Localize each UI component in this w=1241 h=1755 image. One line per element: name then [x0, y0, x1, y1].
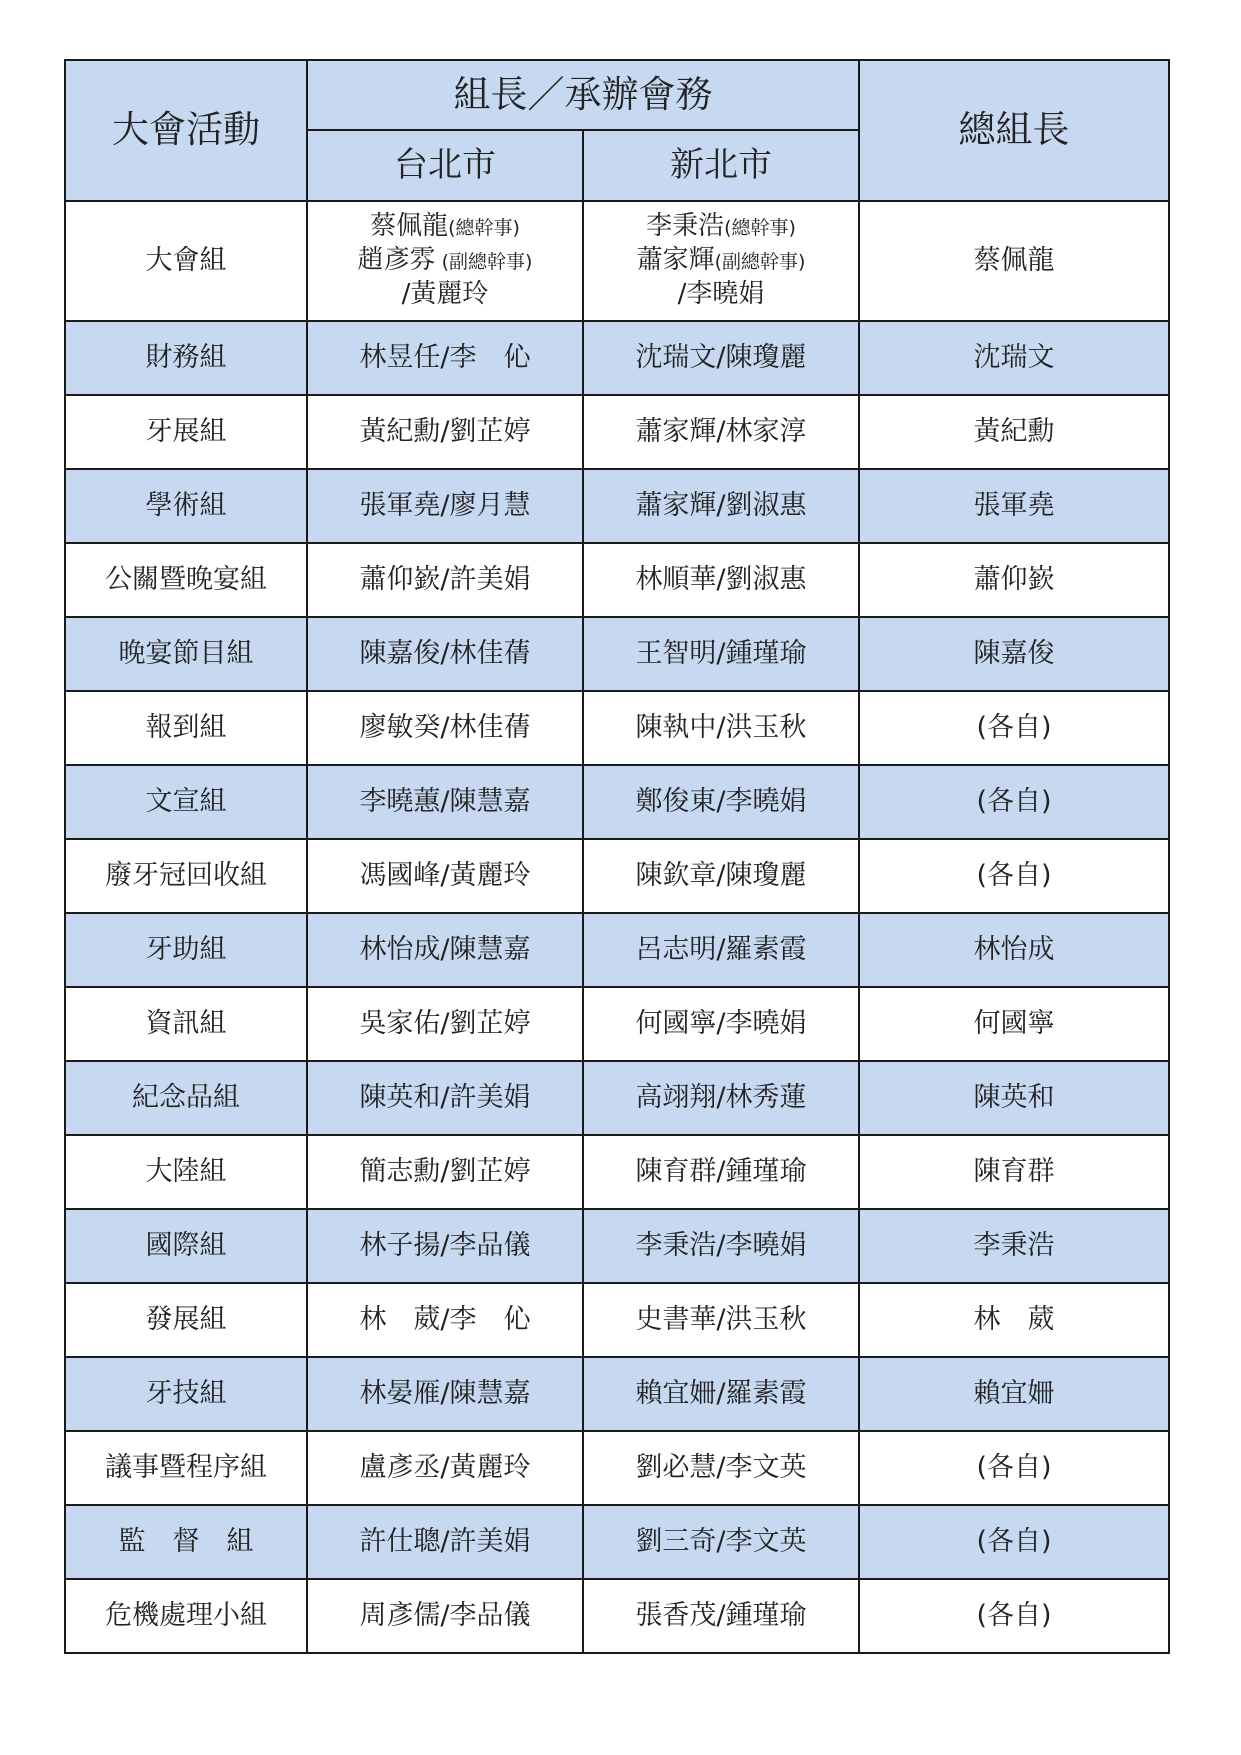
group-cell: 晚宴節目組	[65, 617, 307, 691]
newtaipei-line-3: /李曉娟	[677, 278, 765, 309]
chief-cell: (各自)	[859, 1505, 1169, 1579]
header-newtaipei: 新北市	[583, 130, 859, 201]
taipei-cell: 蕭仰嶔/許美娟	[307, 543, 583, 617]
group-cell: 大陸組	[65, 1135, 307, 1209]
committee-table	[64, 59, 1170, 1654]
table-row	[65, 1135, 1169, 1209]
group-cell: 監 督 組	[65, 1505, 307, 1579]
table-row	[65, 1579, 1169, 1653]
newtaipei-cell: 林順華/劉淑惠	[583, 543, 859, 617]
person-name: 趙彥雰	[357, 245, 436, 276]
table-row	[65, 913, 1169, 987]
chief-cell: 林怡成	[859, 913, 1169, 987]
header-leaders: 組長／承辦會務	[307, 60, 859, 130]
header-chief: 總組長	[859, 60, 1169, 201]
newtaipei-cell: 陳育群/鍾瑾瑜	[583, 1135, 859, 1209]
taipei-cell: 李曉蕙/陳慧嘉	[307, 765, 583, 839]
newtaipei-cell: 蕭家輝/林家淳	[583, 395, 859, 469]
newtaipei-cell: 李秉浩/李曉娟	[583, 1209, 859, 1283]
chief-cell: 沈瑞文	[859, 321, 1169, 395]
table-row	[65, 469, 1169, 543]
taipei-cell: 林晏雁/陳慧嘉	[307, 1357, 583, 1431]
taipei-cell: 陳嘉俊/林佳蒨	[307, 617, 583, 691]
table-row	[65, 691, 1169, 765]
taipei-cell: 林昱任/李 伈	[307, 321, 583, 395]
newtaipei-cell: 高翊翔/林秀蓮	[583, 1061, 859, 1135]
table-header	[65, 60, 1169, 201]
taipei-line-3: /黃麗玲	[401, 278, 489, 309]
newtaipei-cell	[583, 201, 859, 321]
taipei-cell: 張軍堯/廖月慧	[307, 469, 583, 543]
chief-cell: 陳嘉俊	[859, 617, 1169, 691]
table-row	[65, 1283, 1169, 1357]
taipei-cell: 盧彥丞/黃麗玲	[307, 1431, 583, 1505]
taipei-cell	[307, 201, 583, 321]
chief-cell: 蔡佩龍	[859, 201, 1169, 321]
person-name: 蔡佩龍	[370, 211, 449, 242]
table-row	[65, 201, 1169, 321]
table-row	[65, 1505, 1169, 1579]
header-row-top	[65, 60, 1169, 130]
taipei-cell: 吳家佑/劉芷婷	[307, 987, 583, 1061]
group-cell: 牙展組	[65, 395, 307, 469]
table-row	[65, 1357, 1169, 1431]
taipei-line-2	[308, 244, 582, 278]
chief-cell: 蕭仰嶔	[859, 543, 1169, 617]
table-row	[65, 617, 1169, 691]
taipei-cell: 馮國峰/黃麗玲	[307, 839, 583, 913]
table-row	[65, 1431, 1169, 1505]
group-cell: 文宣組	[65, 765, 307, 839]
role-note: (總幹事)	[448, 217, 520, 240]
newtaipei-cell: 劉三奇/李文英	[583, 1505, 859, 1579]
newtaipei-cell: 沈瑞文/陳瓊麗	[583, 321, 859, 395]
table-body	[65, 201, 1169, 1653]
newtaipei-line-2	[584, 244, 858, 278]
chief-cell: 陳育群	[859, 1135, 1169, 1209]
group-cell: 議事暨程序組	[65, 1431, 307, 1505]
taipei-cell: 林子揚/李品儀	[307, 1209, 583, 1283]
newtaipei-cell: 陳執中/洪玉秋	[583, 691, 859, 765]
chief-cell: 賴宜姍	[859, 1357, 1169, 1431]
group-cell: 學術組	[65, 469, 307, 543]
taipei-cell: 周彥儒/李品儀	[307, 1579, 583, 1653]
chief-cell: 林 葳	[859, 1283, 1169, 1357]
group-cell: 紀念品組	[65, 1061, 307, 1135]
chief-cell: (各自)	[859, 1579, 1169, 1653]
chief-cell: (各自)	[859, 691, 1169, 765]
group-cell: 牙助組	[65, 913, 307, 987]
table-row	[65, 321, 1169, 395]
header-activity: 大會活動	[65, 60, 307, 201]
newtaipei-cell: 賴宜姍/羅素霞	[583, 1357, 859, 1431]
taipei-cell: 廖敏癸/林佳蒨	[307, 691, 583, 765]
newtaipei-cell: 史書華/洪玉秋	[583, 1283, 859, 1357]
chief-cell: 陳英和	[859, 1061, 1169, 1135]
header-taipei: 台北市	[307, 130, 583, 201]
newtaipei-cell: 鄭俊東/李曉娟	[583, 765, 859, 839]
chief-cell: 何國寧	[859, 987, 1169, 1061]
table-row	[65, 1061, 1169, 1135]
table-row	[65, 1209, 1169, 1283]
newtaipei-line-1	[584, 210, 858, 244]
taipei-cell: 林怡成/陳慧嘉	[307, 913, 583, 987]
role-note: (總幹事)	[724, 217, 796, 240]
chief-cell: (各自)	[859, 839, 1169, 913]
taipei-cell: 陳英和/許美娟	[307, 1061, 583, 1135]
person-name: 李秉浩	[646, 211, 725, 242]
table-row	[65, 987, 1169, 1061]
table-row	[65, 839, 1169, 913]
table-row	[65, 765, 1169, 839]
group-cell: 發展組	[65, 1283, 307, 1357]
newtaipei-cell: 劉必慧/李文英	[583, 1431, 859, 1505]
newtaipei-cell: 蕭家輝/劉淑惠	[583, 469, 859, 543]
group-cell: 危機處理小組	[65, 1579, 307, 1653]
taipei-cell: 林 葳/李 伈	[307, 1283, 583, 1357]
newtaipei-cell: 呂志明/羅素霞	[583, 913, 859, 987]
taipei-cell: 簡志勳/劉芷婷	[307, 1135, 583, 1209]
taipei-line-1	[308, 210, 582, 244]
group-cell: 牙技組	[65, 1357, 307, 1431]
newtaipei-cell: 陳欽章/陳瓊麗	[583, 839, 859, 913]
taipei-cell: 黃紀勳/劉芷婷	[307, 395, 583, 469]
newtaipei-cell: 王智明/鍾瑾瑜	[583, 617, 859, 691]
role-note: (副總幹事)	[714, 251, 806, 274]
chief-cell: (各自)	[859, 1431, 1169, 1505]
taipei-cell: 許仕聰/許美娟	[307, 1505, 583, 1579]
newtaipei-cell: 何國寧/李曉娟	[583, 987, 859, 1061]
group-cell: 資訊組	[65, 987, 307, 1061]
group-cell: 報到組	[65, 691, 307, 765]
chief-cell: 張軍堯	[859, 469, 1169, 543]
group-cell: 公關暨晚宴組	[65, 543, 307, 617]
group-cell: 財務組	[65, 321, 307, 395]
chief-cell: (各自)	[859, 765, 1169, 839]
chief-cell: 李秉浩	[859, 1209, 1169, 1283]
table-row	[65, 543, 1169, 617]
table-row	[65, 395, 1169, 469]
person-name: 蕭家輝	[636, 245, 715, 276]
role-note: (副總幹事)	[435, 251, 533, 274]
chief-cell: 黃紀勳	[859, 395, 1169, 469]
group-cell: 廢牙冠回收組	[65, 839, 307, 913]
group-cell: 大會組	[65, 201, 307, 321]
group-cell: 國際組	[65, 1209, 307, 1283]
newtaipei-cell: 張香茂/鍾瑾瑜	[583, 1579, 859, 1653]
